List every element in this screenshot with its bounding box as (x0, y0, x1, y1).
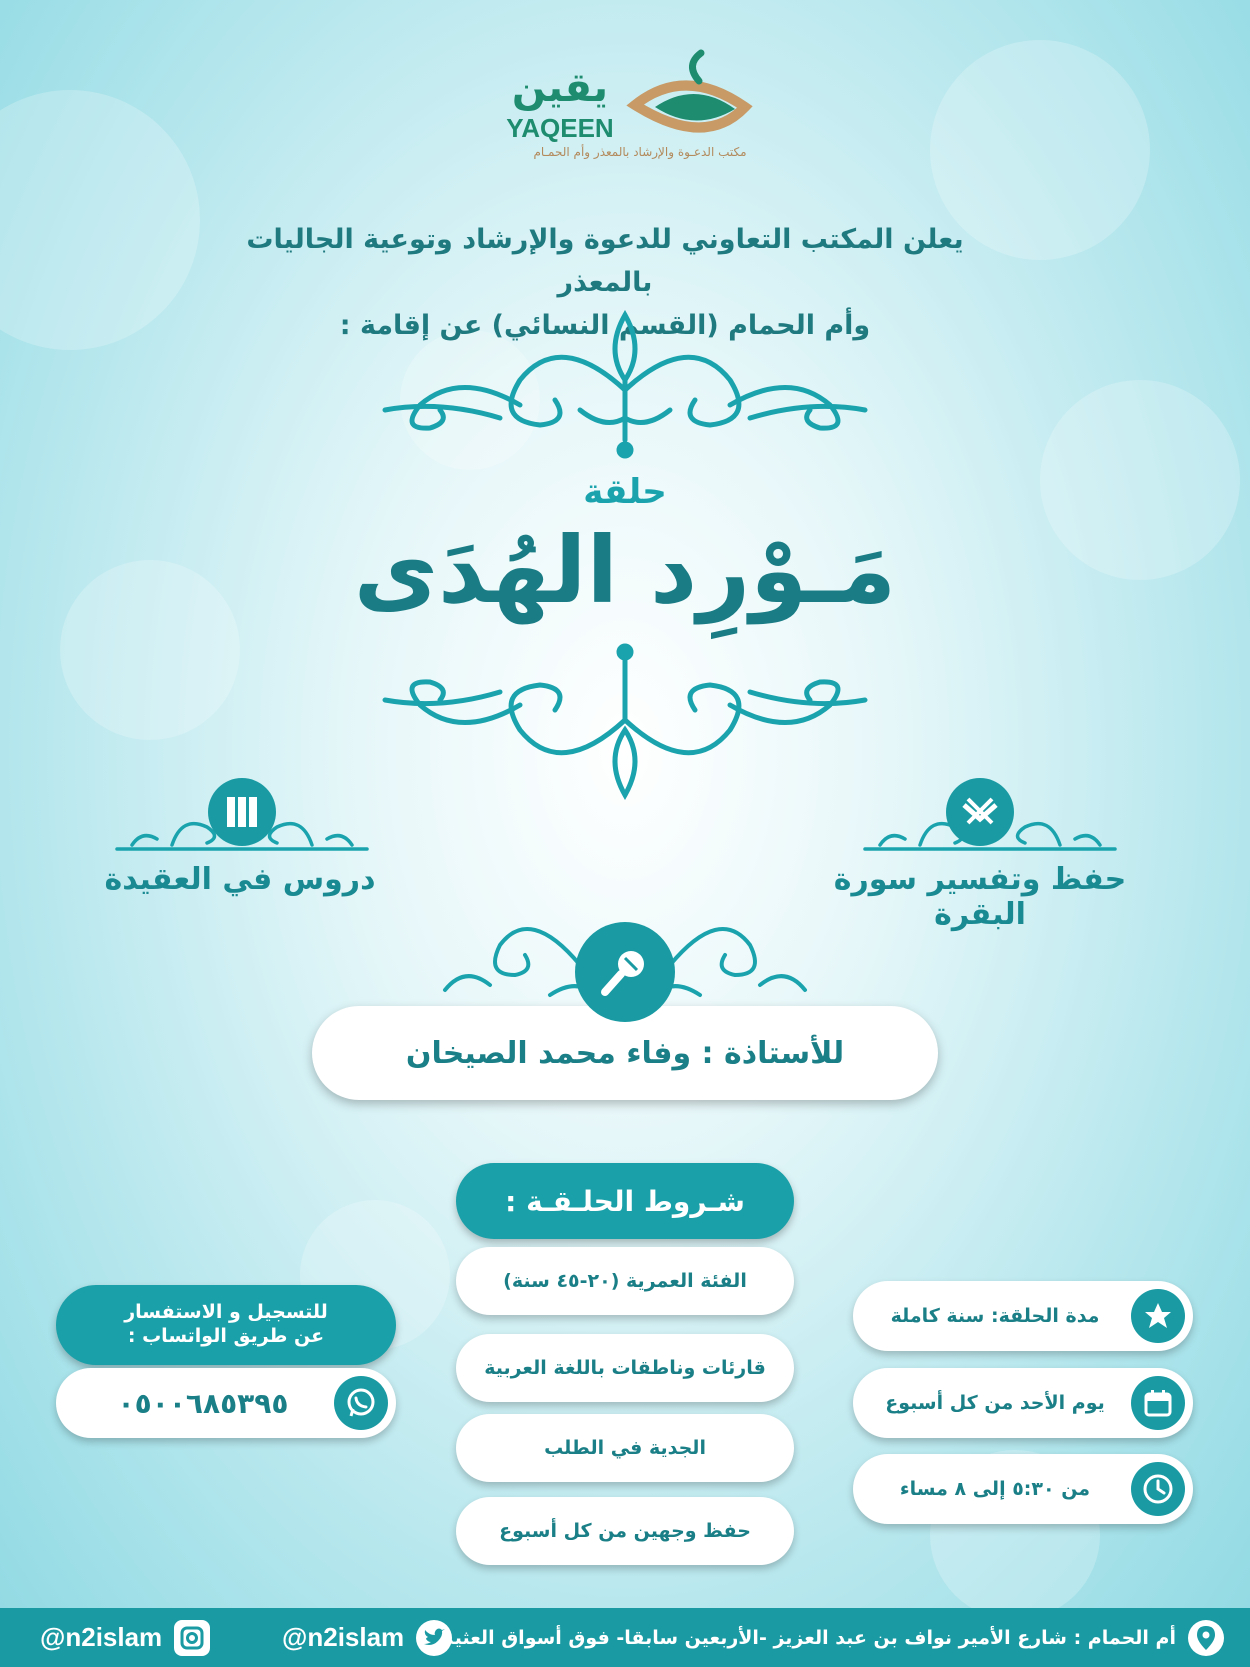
footer-bar (0, 1608, 1250, 1667)
bokeh-decoration (0, 90, 200, 350)
twitter-text[interactable]: @n2islam (282, 1622, 405, 1652)
condition-item: الجدية في الطلب (456, 1414, 794, 1482)
halqa-label: حلقة (583, 472, 667, 512)
quran-icon (946, 778, 1014, 846)
conditions-header: شـروط الحلـقـة : (456, 1163, 794, 1239)
day-info (853, 1368, 1193, 1438)
condition-item: قارئات وناطقات باللغة العربية (456, 1334, 794, 1402)
address-text: أم الحمام : شارع الأمير نواف بن عبد العزيز -الأربعين سابقا- فوق أسواق العثيم (439, 1626, 1176, 1649)
main-title: مَـوْرِد الهُدَى (353, 517, 897, 624)
calendar-icon (1131, 1376, 1185, 1430)
top-ornament (380, 310, 870, 460)
instagram-text[interactable]: @n2islam (40, 1622, 163, 1652)
instagram-icon[interactable] (174, 1620, 210, 1656)
condition-item: حفظ وجهين من كل أسبوع (456, 1497, 794, 1565)
bottom-ornament (380, 640, 870, 800)
logo-english-text: YAQEEN (506, 113, 614, 143)
teacher-name: للأستاذة : وفاء محمد الصيخان (312, 1006, 938, 1100)
bokeh-decoration (60, 560, 240, 740)
location-pin-icon (1188, 1620, 1224, 1656)
logo-arabic-text: يقين (511, 65, 609, 111)
logo-subtitle: مكتب الدعـوة والإرشاد بالمعذر وأم الحمـام (533, 145, 747, 159)
intro-line-1: يعلن المكتب التعاوني للدعوة والإرشاد وتوعية الجاليات بالمعذر (246, 224, 964, 299)
intro-line-2: وأم الحمام (القسم النسائي) عن إقامة : (339, 310, 871, 342)
registration-line-1: للتسجيل و الاستفسار (124, 1301, 328, 1324)
duration-info (853, 1281, 1193, 1351)
yaqeen-logo (505, 45, 775, 165)
time-text: من ٥:٣٠ إلى ٨ مساء (899, 1478, 1091, 1500)
day-text: يوم الأحد من كل أسبوع (885, 1392, 1105, 1414)
registration-header (56, 1285, 396, 1365)
condition-item: الفئة العمرية (٢٠-٤٥ سنة) (456, 1247, 794, 1315)
bokeh-decoration (1040, 380, 1240, 580)
microphone-icon (575, 922, 675, 1022)
phone-number[interactable]: ٠٥٠٠٦٨٥٣٩٥ (117, 1386, 289, 1420)
star-icon (1131, 1289, 1185, 1343)
topic-memorization: حفظ وتفسير سورة البقرة (833, 862, 1127, 932)
clock-icon (1131, 1462, 1185, 1516)
books-icon (208, 778, 276, 846)
twitter-handle[interactable] (282, 1608, 452, 1667)
duration-text: مدة الحلقة: سنة كاملة (890, 1305, 1100, 1327)
registration-line-2: عن طريق الواتساب : (127, 1325, 325, 1347)
instagram-handle[interactable] (40, 1608, 210, 1667)
topic-aqeedah: دروس في العقيدة (104, 862, 376, 897)
whatsapp-icon (334, 1376, 388, 1430)
address (440, 1608, 1224, 1667)
logo-crescent-icon (615, 45, 775, 145)
time-info (853, 1454, 1193, 1524)
whatsapp-contact[interactable] (56, 1368, 396, 1438)
